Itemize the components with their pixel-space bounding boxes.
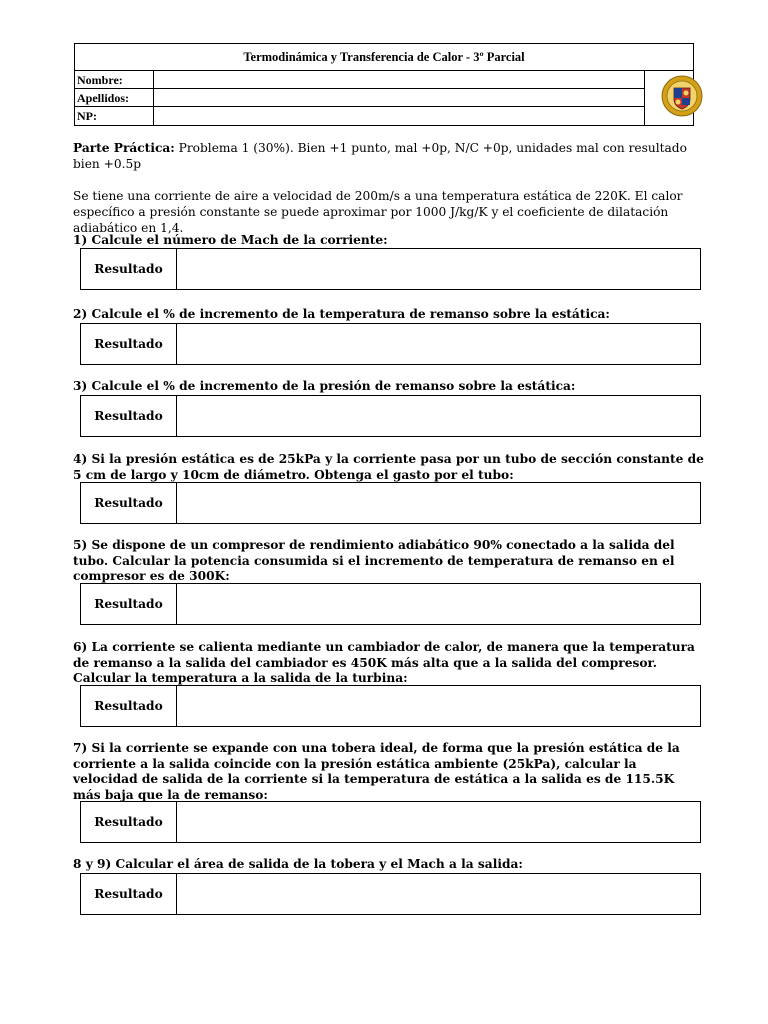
answer-field-2[interactable]: [177, 324, 700, 364]
result-label: Resultado: [81, 396, 177, 436]
result-box-6: [80, 685, 701, 727]
answer-field-7[interactable]: [177, 802, 700, 842]
answer-field-8-9[interactable]: [177, 874, 700, 914]
exam-header: [74, 43, 694, 126]
np-label: NP:: [75, 107, 154, 125]
part-text: Problema 1 (30%). Bien +1 punto, mal +0p, N/C +0p, unidades mal con resultado bien +0.5p: [73, 141, 687, 171]
result-box-7: [80, 801, 701, 843]
result-label: Resultado: [81, 802, 177, 842]
answer-field-6[interactable]: [177, 686, 700, 726]
result-label: Resultado: [81, 686, 177, 726]
name-row: [75, 71, 645, 89]
np-row: [75, 107, 645, 125]
answer-field-4[interactable]: [177, 483, 700, 523]
result-box-1: [80, 248, 701, 290]
question-3: 3) Calcule el % de incremento de la presión de remanso sobre la estática:: [73, 379, 576, 393]
result-box-3: [80, 395, 701, 437]
exam-title: Termodinámica y Transferencia de Calor - 3º Parcial: [75, 44, 693, 71]
surname-row: [75, 89, 645, 107]
surname-label: Apellidos:: [75, 89, 154, 106]
result-label: Resultado: [81, 874, 177, 914]
question-5: 5) Se dispone de un compresor de rendimiento adiabático 90% conectado a la salida del tubo. Calcular la potencia consumida si el incremento de temperatura de remanso en el compresor es de 300K:: [73, 538, 675, 584]
surname-field[interactable]: [154, 89, 645, 106]
question-2: 2) Calcule el % de incremento de la temperatura de remanso sobre la estática:: [73, 307, 610, 321]
result-label: Resultado: [81, 584, 177, 624]
answer-field-5[interactable]: [177, 584, 700, 624]
result-box-4: [80, 482, 701, 524]
question-4: 4) Si la presión estática es de 25kPa y la corriente pasa por un tubo de sección constante de 5 cm de largo y 10cm de diámetro. Obtenga el gasto por el tubo:: [73, 452, 704, 482]
question-1: 1) Calcule el número de Mach de la corriente:: [73, 233, 388, 247]
result-label: Resultado: [81, 249, 177, 289]
np-field[interactable]: [154, 107, 645, 125]
result-label: Resultado: [81, 483, 177, 523]
question-7: 7) Si la corriente se expande con una tobera ideal, de forma que la presión estática de la corriente a la salida coincide con la presión estática ambiente (25kPa), calcular la velocidad de salida de la corriente si la temperatura de estática a la salida es de 115.5K más baja que la de remanso:: [73, 741, 680, 802]
result-box-8-9: [80, 873, 701, 915]
result-box-2: [80, 323, 701, 365]
answer-field-1[interactable]: [177, 249, 700, 289]
name-label: Nombre:: [75, 71, 154, 88]
question-6: 6) La corriente se calienta mediante un cambiador de calor, de manera que la temperatura de remanso a la salida del cambiador es 450K más alta que a la salida del compresor. Calcular la temperatura a la salida de la turbina:: [73, 640, 695, 686]
grading-instructions: [73, 140, 703, 172]
university-seal-icon: [661, 75, 703, 117]
result-box-5: [80, 583, 701, 625]
part-label: Parte Práctica:: [73, 141, 175, 155]
answer-field-3[interactable]: [177, 396, 700, 436]
problem-statement: Se tiene una corriente de aire a velocidad de 200m/s a una temperatura estática de 220K. El calor específico a presión constante se puede aproximar por 1000 J/kg/K y el coeficiente de dilatación adiabático en 1,4.: [73, 189, 683, 235]
question-8-9: 8 y 9) Calcular el área de salida de la tobera y el Mach a la salida:: [73, 857, 523, 871]
name-field[interactable]: [154, 71, 645, 88]
result-label: Resultado: [81, 324, 177, 364]
